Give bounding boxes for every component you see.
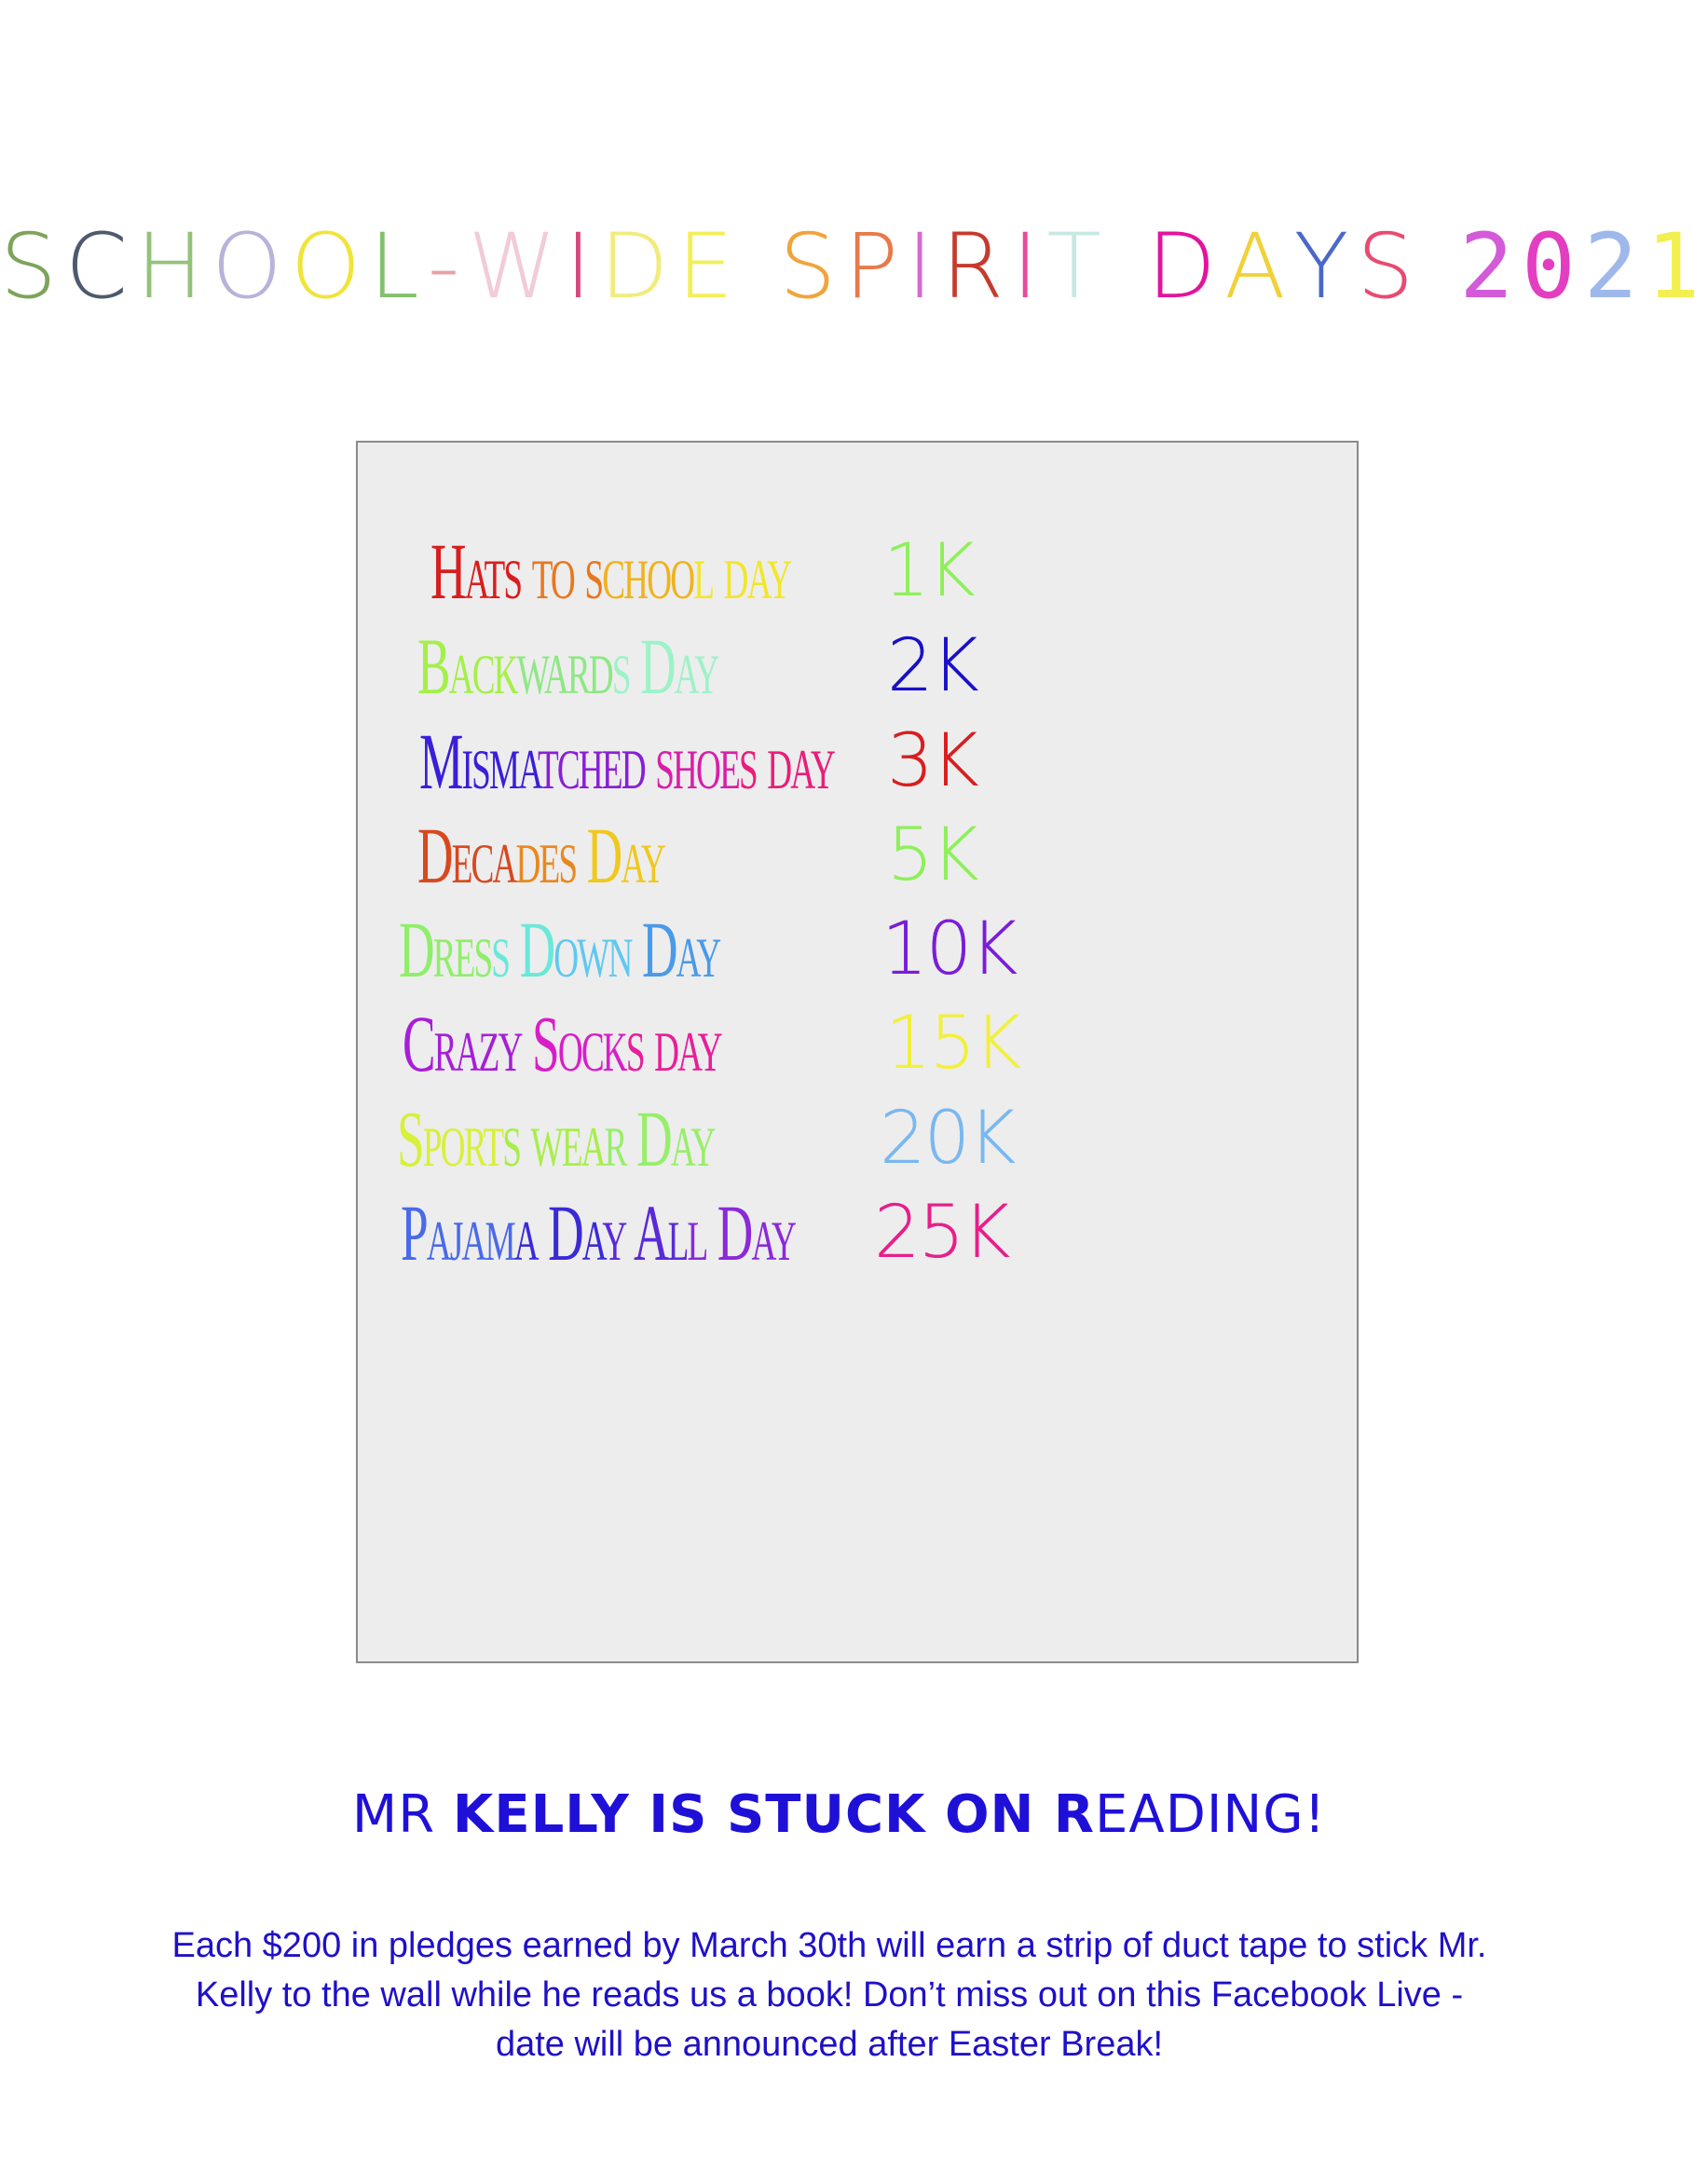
heading-part: STUCK (726, 1784, 945, 1845)
spirit-day-row (358, 1177, 1357, 1289)
spirit-day-label: Dress Down Day (399, 905, 720, 994)
title-word: 2021 (1459, 214, 1708, 319)
note-line: Kelly to the wall while he reads us a book! Don’t miss out on this Facebook Live - (195, 1975, 1464, 2015)
spirit-day-label: Pajama Day All Day (401, 1188, 796, 1277)
spirit-day-label: Backwards Day (417, 622, 718, 711)
spirit-days-panel (356, 441, 1359, 1663)
spirit-day-label: Mismatched shoes day (419, 717, 834, 806)
spirit-day-label: Decades Day (417, 811, 664, 900)
spirit-day-goal: 1K (883, 529, 974, 613)
spirit-day-goal: 20K (880, 1097, 1015, 1181)
page-title (0, 214, 1708, 319)
title-word: SCHOOL-WIDE (0, 214, 743, 319)
spirit-day-goal: 5K (887, 813, 977, 897)
spirit-day-goal: 3K (887, 719, 977, 803)
heading-part: MR (351, 1784, 453, 1845)
heading-part: EADING! (1095, 1784, 1327, 1845)
heading-part: ON (944, 1784, 1054, 1845)
spirit-day-label: Hats to school day (430, 526, 791, 616)
note-line: Each $200 in pledges earned by March 30th will earn a strip of duct tape to stick Mr. (171, 1926, 1487, 1965)
heading-part: KELLY (452, 1784, 649, 1845)
spirit-day-label: Sports wear Day (397, 1094, 715, 1183)
spirit-day-label: Crazy Socks day (403, 999, 721, 1088)
pledge-note (93, 1921, 1565, 2070)
note-line: date will be announced after Easter Break! (495, 2025, 1164, 2064)
spirit-day-goal: 10K (881, 908, 1017, 991)
reading-heading (0, 1784, 1678, 1845)
spirit-day-goal: 15K (885, 1002, 1020, 1086)
heading-part: IS (649, 1784, 727, 1845)
spirit-day-goal: 2K (887, 624, 977, 708)
spirit-day-goal: 25K (874, 1191, 1009, 1275)
title-word: SPIRIT (779, 214, 1111, 319)
heading-part: R (1053, 1784, 1096, 1845)
title-word: DAYS (1147, 214, 1423, 319)
